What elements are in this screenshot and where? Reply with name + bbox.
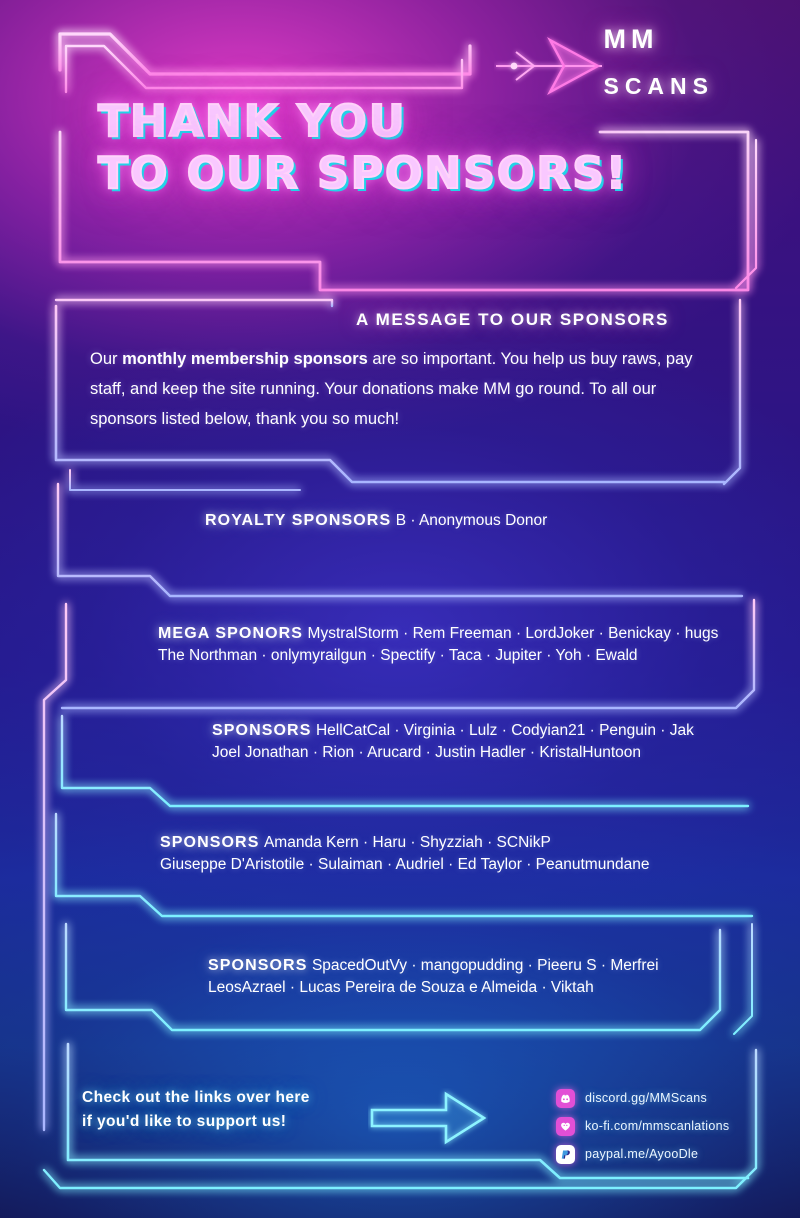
tier-label: SPONSORS <box>160 834 260 851</box>
tier-row <box>205 510 725 532</box>
arrow-spark-icon <box>494 30 604 102</box>
link-text: discord.gg/MMScans <box>585 1091 708 1105</box>
tier-names: Giuseppe D'Aristotile · Sulaiman · Audriel · Ed Taylor · Peanutmundane <box>160 856 650 873</box>
brand-logo <box>603 26 714 98</box>
paypal-icon <box>556 1145 575 1164</box>
support-links <box>556 1086 729 1170</box>
tier-label: MEGA SPONORS <box>158 625 304 642</box>
tier-names: MystralStorm · Rem Freeman · LordJoker · Benickay · hugs <box>307 625 719 642</box>
page-title-line2: TO OUR SPONSORS! <box>98 148 628 199</box>
message-body <box>90 344 726 434</box>
tier-row <box>158 623 728 645</box>
link-row-paypal[interactable] <box>556 1142 729 1166</box>
tier-sponsors-3 <box>208 955 728 999</box>
page-title-line1: THANK YOU <box>98 96 407 147</box>
tier-names: Joel Jonathan · Rion · Arucard · Justin Hadler · KristalHuntoon <box>212 744 642 761</box>
tier-label: SPONSORS <box>208 957 308 974</box>
tier-sponsors-1 <box>212 720 732 764</box>
tier-names: LeosAzrael · Lucas Pereira de Souza e Almeida · Viktah <box>208 979 594 996</box>
brand-logo-line2: SCANS <box>603 73 714 99</box>
tier-names: HellCatCal · Virginia · Lulz · Codyian21 · Penguin · Jak <box>315 722 694 739</box>
tier-sponsors-2 <box>160 832 720 876</box>
tier-names: B · Anonymous Donor <box>395 512 548 529</box>
tier-row <box>160 832 720 854</box>
message-heading: A MESSAGE TO OUR SPONSORS <box>356 310 669 329</box>
message-body-part1: Our <box>90 350 123 368</box>
link-text: ko-fi.com/mmscanlations <box>585 1119 730 1133</box>
right-arrow-icon <box>368 1088 488 1148</box>
tier-mega-sponsors <box>158 623 728 667</box>
support-cta <box>82 1086 382 1134</box>
tier-label: ROYALTY SPONSORS <box>205 512 392 529</box>
page-title <box>98 96 628 200</box>
tier-names: The Northman · onlymyrailgun · Spectify · Taca · Jupiter · Yoh · Ewald <box>158 647 638 664</box>
tier-names: Amanda Kern · Haru · Shyzziah · SCNikP <box>263 834 551 851</box>
discord-icon <box>556 1089 575 1108</box>
tier-names: SpacedOutVy · mangopudding · Pieeru S · Merfrei <box>311 957 659 974</box>
link-row-discord[interactable] <box>556 1086 729 1110</box>
tier-label: SPONSORS <box>212 722 312 739</box>
brand-logo-line1: MM <box>603 24 659 54</box>
link-row-kofi[interactable] <box>556 1114 729 1138</box>
message-body-part2: are so important. You help us buy raws, pay staff, and keep the site running. Your donations make MM go round. To all our sponsors listed below, thank you so much! <box>90 350 693 428</box>
tier-row <box>208 955 728 977</box>
message-body-bold: monthly membership sponsors <box>122 350 368 368</box>
tier-row <box>212 720 732 742</box>
support-cta-line1: Check out the links over here <box>82 1089 310 1106</box>
kofi-heart-icon <box>556 1117 575 1136</box>
link-text: paypal.me/AyooDle <box>585 1147 699 1161</box>
support-cta-line2: if you'd like to support us! <box>82 1113 287 1130</box>
tier-royalty-sponsors <box>205 510 725 532</box>
